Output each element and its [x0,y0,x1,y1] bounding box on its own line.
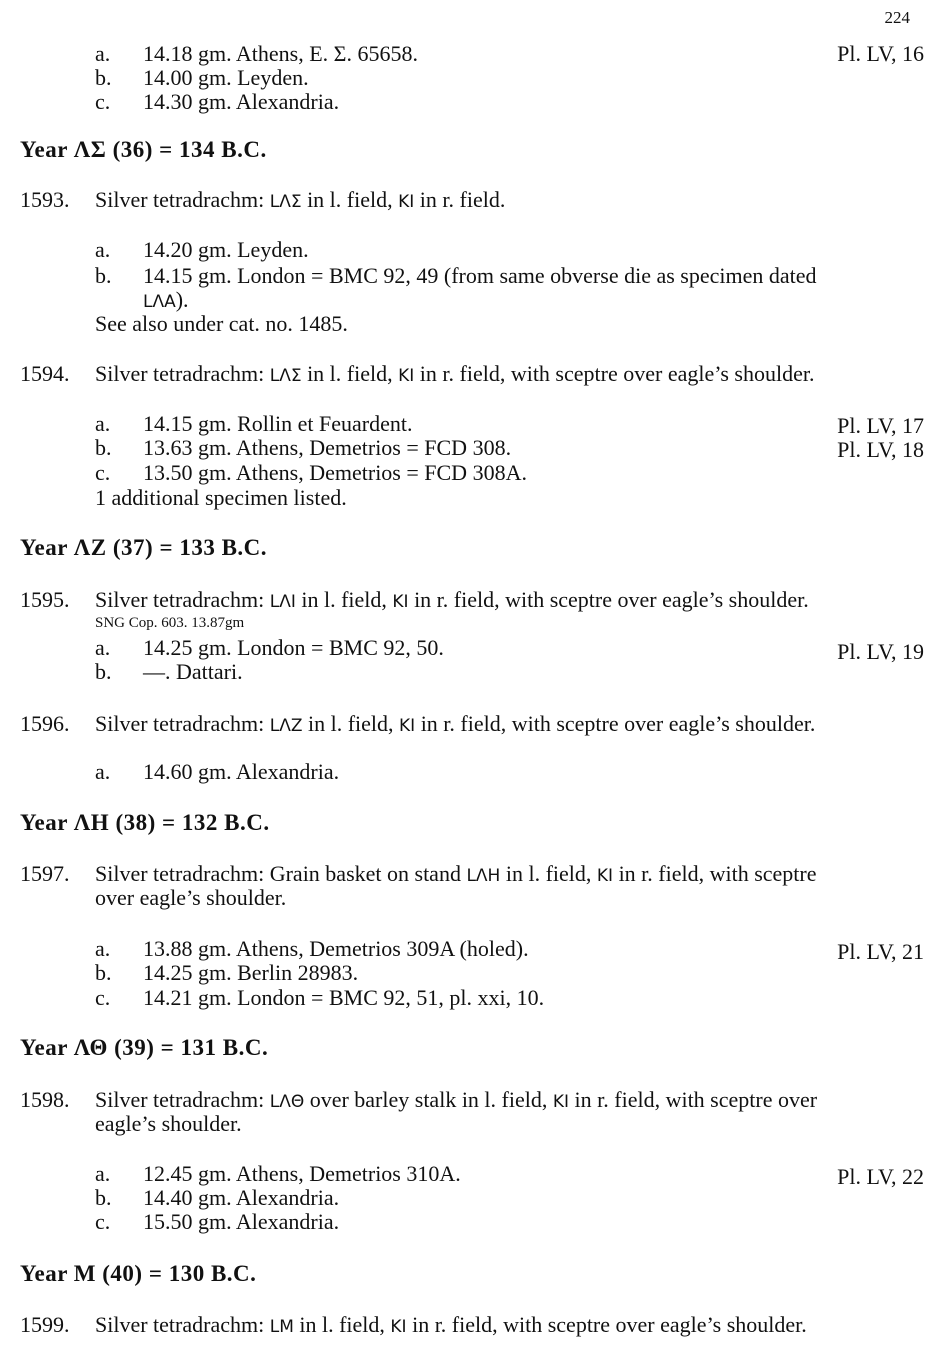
entry-description-cont: eagle’s shoulder. [95,1111,242,1136]
entry-description: Silver tetradrachm: LΛΙ in l. field, KI in r. field, with sceptre over eagle’s shoulder. [95,587,809,612]
specimen-text: 13.63 gm. Athens, Demetrios = FCD 308. [143,435,512,460]
catalog-number: 1599. [20,1312,70,1337]
specimen-text: 14.21 gm. London = BMC 92, 51, pl. xxi, 10. [143,985,545,1010]
specimen-text: 14.18 gm. Athens, E. Σ. 65658. [143,41,418,66]
specimen-letter: a. [95,635,111,660]
entry-description: Silver tetradrachm: Grain basket on stand LΛH in l. field, KI in r. field, with sceptre [95,861,817,886]
entry-description: Silver tetradrachm: LΛΣ in l. field, KI in r. field, with sceptre over eagle’s shoulder. [95,361,815,386]
specimen-letter: b. [95,263,112,288]
entry-description: Silver tetradrachm: LΛΘ over barley stalk in l. field, KI in r. field, with sceptre over [95,1087,818,1112]
year-heading: Year M (40) = 130 B.C. [20,1261,257,1286]
specimen-text: 14.20 gm. Leyden. [143,237,309,262]
page-number: 224 [884,8,910,27]
catalog-number: 1593. [20,187,70,212]
specimen-letter: a. [95,936,111,961]
specimen-letter: c. [95,985,111,1010]
specimen-text: 12.45 gm. Athens, Demetrios 310A. [143,1161,461,1186]
year-heading: Year ΛH (38) = 132 B.C. [20,810,270,835]
year-heading: Year ΛΘ (39) = 131 B.C. [20,1035,269,1060]
additional-note: 1 additional specimen listed. [95,485,347,510]
specimen-letter: c. [95,460,111,485]
catalog-number: 1595. [20,587,70,612]
specimen-text: 14.15 gm. London = BMC 92, 49 (from same obverse die as specimen dated [143,263,817,288]
entry-description: Silver tetradrachm: LΛΣ in l. field, KI in r. field. [95,187,506,212]
specimen-text: 14.30 gm. Alexandria. [143,89,340,114]
specimen-letter: b. [95,435,112,460]
catalog-number: 1594. [20,361,70,386]
specimen-text: 13.50 gm. Athens, Demetrios = FCD 308A. [143,460,527,485]
catalog-number: 1597. [20,861,70,886]
specimen-text: 14.60 gm. Alexandria. [143,759,340,784]
specimen-text: 14.40 gm. Alexandria. [143,1185,340,1210]
specimen-letter: a. [95,1161,111,1186]
specimen-letter: a. [95,41,111,66]
specimen-letter: c. [95,1209,111,1234]
reference-note: SNG Cop. 603. 13.87gm [95,615,245,631]
specimen-text-cont: LΛA). [143,287,189,312]
catalog-number: 1598. [20,1087,70,1112]
entry-description: Silver tetradrachm: LΛZ in l. field, KI in r. field, with sceptre over eagle’s shoulder. [95,711,816,736]
specimen-letter: b. [95,659,112,684]
specimen-letter: a. [95,759,111,784]
year-heading: Year ΛZ (37) = 133 B.C. [20,535,268,560]
plate-ref: Pl. LV, 22 [837,1164,924,1189]
plate-ref: Pl. LV, 18 [837,437,924,462]
specimen-letter: a. [95,237,111,262]
plate-ref: Pl. LV, 17 [837,413,924,438]
specimen-letter: b. [95,1185,112,1210]
specimen-text: —. Dattari. [143,659,243,684]
plate-ref: Pl. LV, 21 [837,939,924,964]
specimen-letter: c. [95,89,111,114]
specimen-letter: b. [95,65,112,90]
specimen-text: 14.00 gm. Leyden. [143,65,309,90]
year-heading: Year ΛΣ (36) = 134 B.C. [20,137,267,162]
specimen-text: 14.25 gm. Berlin 28983. [143,960,359,985]
specimen-text: 15.50 gm. Alexandria. [143,1209,340,1234]
specimen-text: 14.15 gm. Rollin et Feuardent. [143,411,413,436]
catalog-number: 1596. [20,711,70,736]
entry-description: Silver tetradrachm: LM in l. field, KI in r. field, with sceptre over eagle’s shoulder. [95,1312,807,1337]
cross-reference: See also under cat. no. 1485. [95,311,348,336]
plate-ref: Pl. LV, 19 [837,639,924,664]
specimen-text: 14.25 gm. London = BMC 92, 50. [143,635,444,660]
specimen-letter: a. [95,411,111,436]
specimen-letter: b. [95,960,112,985]
specimen-text: 13.88 gm. Athens, Demetrios 309A (holed). [143,936,529,961]
entry-description-cont: over eagle’s shoulder. [95,885,287,910]
plate-ref: Pl. LV, 16 [837,41,924,66]
